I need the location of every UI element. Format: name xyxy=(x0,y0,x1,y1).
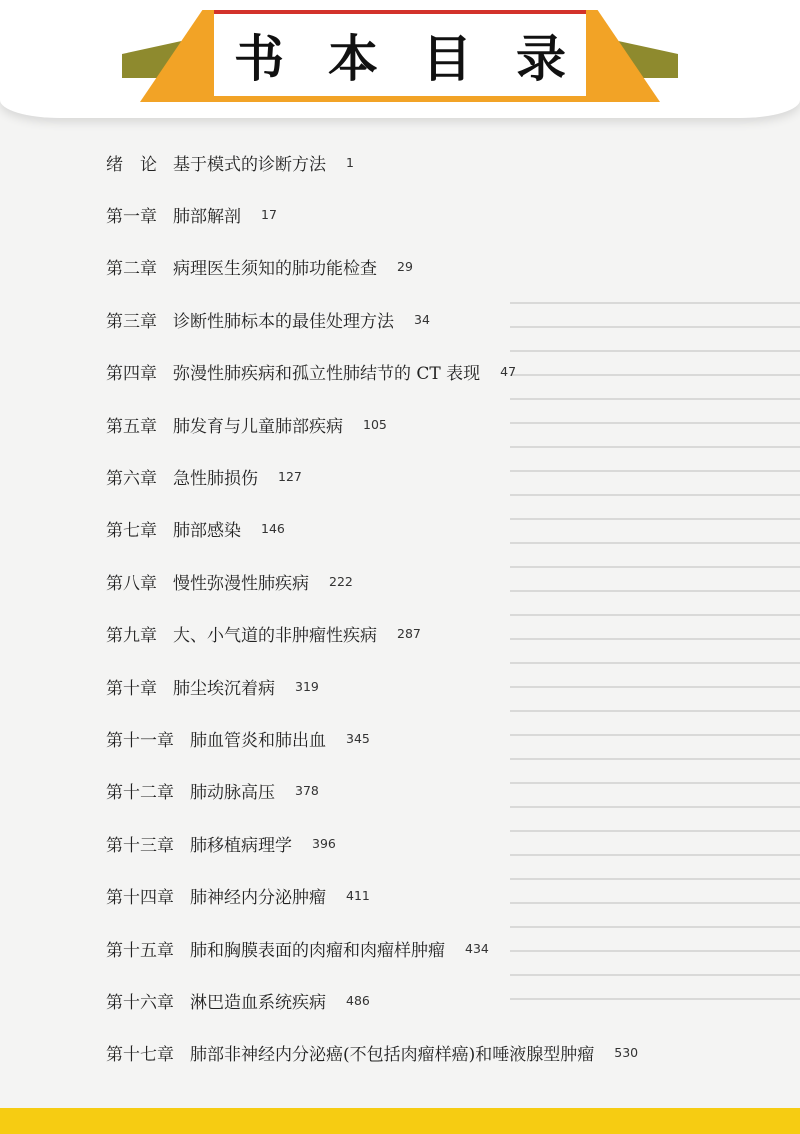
chapter-title: 肺部解剖 xyxy=(173,207,241,228)
page-number: 287 xyxy=(397,626,421,642)
page-number: 396 xyxy=(312,835,336,851)
toc-entry[interactable] xyxy=(106,974,770,1026)
title-char: 目 xyxy=(422,30,472,88)
page-number: 34 xyxy=(414,311,430,327)
chapter-label: 第十二章 xyxy=(106,783,174,804)
chapter-title: 肺神经内分泌肿瘤 xyxy=(190,888,326,909)
page-number: 29 xyxy=(397,259,413,275)
toc-entry[interactable] xyxy=(106,922,770,974)
page-number: 378 xyxy=(295,783,319,799)
toc-entry[interactable] xyxy=(106,660,770,712)
chapter-label: 第十三章 xyxy=(106,835,174,856)
toc-entry[interactable] xyxy=(106,346,770,398)
chapter-title: 急性肺损伤 xyxy=(173,469,258,490)
table-of-contents xyxy=(106,136,770,1079)
chapter-title: 诊断性肺标本的最佳处理方法 xyxy=(173,311,394,332)
chapter-title: 慢性弥漫性肺疾病 xyxy=(173,573,309,594)
toc-entry[interactable] xyxy=(106,765,770,817)
page-number: 411 xyxy=(346,888,370,904)
title-char: 本 xyxy=(328,30,378,88)
chapter-label: 第三章 xyxy=(106,311,157,332)
title-char: 书 xyxy=(234,30,284,88)
page-number: 146 xyxy=(261,521,285,537)
chapter-label: 第十章 xyxy=(106,678,157,699)
page-title xyxy=(214,10,586,96)
chapter-label: 第七章 xyxy=(106,521,157,542)
title-char: 录 xyxy=(516,30,566,88)
toc-entry[interactable] xyxy=(106,188,770,240)
chapter-title: 肺和胸膜表面的肉瘤和肉瘤样肿瘤 xyxy=(190,940,445,961)
chapter-title: 肺血管炎和肺出血 xyxy=(190,730,326,751)
chapter-label: 第十五章 xyxy=(106,940,174,961)
chapter-title: 大、小气道的非肿瘤性疾病 xyxy=(173,626,377,647)
chapter-title: 肺移植病理学 xyxy=(190,835,292,856)
chapter-label: 绪 论 xyxy=(106,154,157,175)
chapter-label: 第十七章 xyxy=(106,1045,174,1066)
chapter-title: 淋巴造血系统疾病 xyxy=(190,992,326,1013)
toc-entry[interactable] xyxy=(106,608,770,660)
chapter-label: 第十六章 xyxy=(106,992,174,1013)
page-number: 1 xyxy=(346,154,354,170)
chapter-label: 第十四章 xyxy=(106,888,174,909)
chapter-label: 第十一章 xyxy=(106,730,174,751)
chapter-title: 基于模式的诊断方法 xyxy=(173,154,326,175)
toc-entry[interactable] xyxy=(106,136,770,188)
toc-entry[interactable] xyxy=(106,555,770,607)
page-number: 105 xyxy=(363,416,387,432)
page-number: 47 xyxy=(500,364,517,380)
toc-entry[interactable] xyxy=(106,293,770,345)
toc-entry[interactable] xyxy=(106,241,770,293)
toc-entry[interactable] xyxy=(106,450,770,502)
footer-bar xyxy=(0,1108,800,1134)
chapter-title: 肺尘埃沉着病 xyxy=(173,678,275,699)
page-number: 530 xyxy=(614,1045,639,1061)
chapter-title: 弥漫性肺疾病和孤立性肺结节的 CT 表现 xyxy=(173,364,481,385)
toc-entry[interactable] xyxy=(106,817,770,869)
chapter-label: 第四章 xyxy=(106,364,157,385)
toc-entry[interactable] xyxy=(106,712,770,764)
page-number: 17 xyxy=(261,207,277,223)
toc-entry[interactable] xyxy=(106,1027,770,1079)
chapter-title: 肺部非神经内分泌癌(不包括肉瘤样癌)和唾液腺型肿瘤 xyxy=(190,1045,595,1066)
chapter-label: 第二章 xyxy=(106,259,157,280)
chapter-title: 肺发育与儿童肺部疾病 xyxy=(173,416,343,437)
page-number: 345 xyxy=(346,730,370,746)
chapter-label: 第九章 xyxy=(106,626,157,647)
chapter-title: 病理医生须知的肺功能检查 xyxy=(173,259,377,280)
page-number: 319 xyxy=(295,678,319,694)
chapter-label: 第八章 xyxy=(106,573,157,594)
chapter-title: 肺动脉高压 xyxy=(190,783,275,804)
chapter-title: 肺部感染 xyxy=(173,521,241,542)
chapter-label: 第一章 xyxy=(106,207,157,228)
page-number: 222 xyxy=(329,573,353,589)
page-number: 127 xyxy=(278,469,302,485)
toc-entry[interactable] xyxy=(106,503,770,555)
page-number: 434 xyxy=(465,940,489,956)
chapter-label: 第五章 xyxy=(106,416,157,437)
toc-entry[interactable] xyxy=(106,398,770,450)
toc-entry[interactable] xyxy=(106,869,770,921)
chapter-label: 第六章 xyxy=(106,469,157,490)
page-number: 486 xyxy=(346,992,370,1008)
